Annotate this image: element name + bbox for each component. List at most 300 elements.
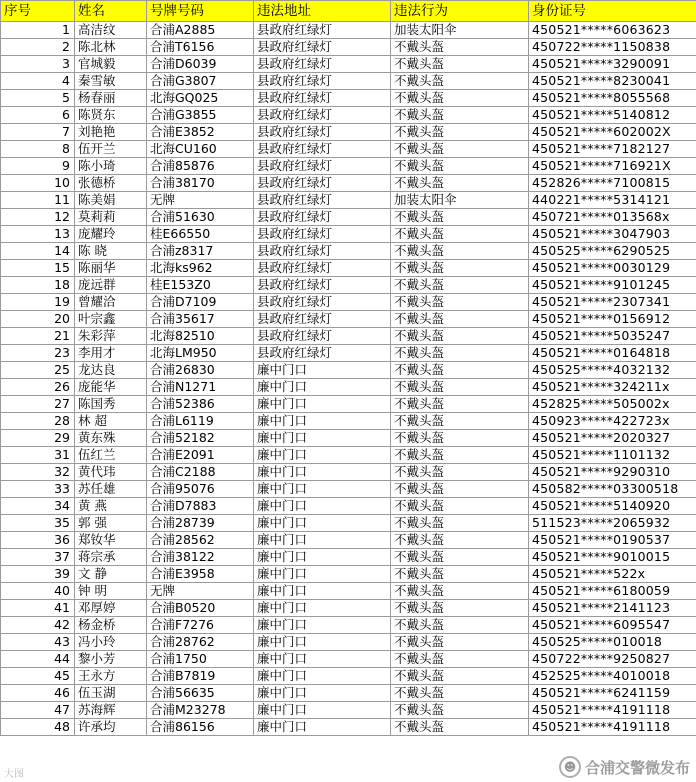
- cell-location[interactable]: 县政府红绿灯: [254, 90, 391, 107]
- cell-location[interactable]: 廉中门口: [254, 549, 391, 566]
- cell-id-number[interactable]: 450521*****2141123: [529, 600, 696, 617]
- cell-name[interactable]: 高洁纹: [75, 22, 147, 39]
- cell-seq[interactable]: 3: [1, 56, 75, 73]
- cell-location[interactable]: 县政府红绿灯: [254, 107, 391, 124]
- cell-location[interactable]: 廉中门口: [254, 634, 391, 651]
- cell-seq[interactable]: 10: [1, 175, 75, 192]
- cell-seq[interactable]: 48: [1, 719, 75, 736]
- cell-violation[interactable]: 不戴头盔: [391, 617, 529, 634]
- table-row: [1, 175, 696, 192]
- cell-location[interactable]: 廉中门口: [254, 464, 391, 481]
- cell-location[interactable]: 县政府红绿灯: [254, 328, 391, 345]
- cell-id-number[interactable]: 450521*****9290310: [529, 464, 696, 481]
- cell-name[interactable]: 陈北林: [75, 39, 147, 56]
- cell-seq[interactable]: 39: [1, 566, 75, 583]
- cell-seq[interactable]: 43: [1, 634, 75, 651]
- cell-violation[interactable]: 不戴头盔: [391, 719, 529, 736]
- cell-id-number[interactable]: 450521*****8230041: [529, 73, 696, 90]
- cell-id-number[interactable]: 450521*****602002X: [529, 124, 696, 141]
- cell-seq[interactable]: 6: [1, 107, 75, 124]
- cell-violation[interactable]: 不戴头盔: [391, 600, 529, 617]
- cell-plate[interactable]: 合浦28562: [147, 532, 254, 549]
- cell-plate[interactable]: 合浦D6039: [147, 56, 254, 73]
- cell-seq[interactable]: 35: [1, 515, 75, 532]
- cell-id-number[interactable]: 450582*****03300518: [529, 481, 696, 498]
- cell-name[interactable]: 陈 晓: [75, 243, 147, 260]
- cell-id-number[interactable]: 450521*****6063623: [529, 22, 696, 39]
- cell-id-number[interactable]: 452826*****7100815: [529, 175, 696, 192]
- cell-seq[interactable]: 34: [1, 498, 75, 515]
- table-body: [1, 22, 696, 736]
- cell-name[interactable]: 秦雪敏: [75, 73, 147, 90]
- cell-name[interactable]: 苏海辉: [75, 702, 147, 719]
- cell-name[interactable]: 陈贤东: [75, 107, 147, 124]
- cell-id-number[interactable]: 450721*****013568x: [529, 209, 696, 226]
- table-row: [1, 22, 696, 39]
- cell-plate[interactable]: 合浦M23278: [147, 702, 254, 719]
- cell-id-number[interactable]: 452525*****4010018: [529, 668, 696, 685]
- cell-name[interactable]: 蒋宗承: [75, 549, 147, 566]
- table-row: [1, 243, 696, 260]
- cell-location[interactable]: 县政府红绿灯: [254, 39, 391, 56]
- cell-id-number[interactable]: 450521*****0030129: [529, 260, 696, 277]
- cell-violation[interactable]: 不戴头盔: [391, 566, 529, 583]
- cell-violation[interactable]: 不戴头盔: [391, 651, 529, 668]
- cell-seq[interactable]: 9: [1, 158, 75, 175]
- cell-plate[interactable]: 合浦C2188: [147, 464, 254, 481]
- header-violation[interactable]: 违法行为: [391, 1, 529, 22]
- cell-location[interactable]: 县政府红绿灯: [254, 158, 391, 175]
- cell-plate[interactable]: 北海ks962: [147, 260, 254, 277]
- cell-id-number[interactable]: 450521*****0190537: [529, 532, 696, 549]
- cell-name[interactable]: 伍红兰: [75, 447, 147, 464]
- cell-location[interactable]: 廉中门口: [254, 600, 391, 617]
- cell-location[interactable]: 廉中门口: [254, 447, 391, 464]
- cell-location[interactable]: 县政府红绿灯: [254, 294, 391, 311]
- cell-violation[interactable]: 不戴头盔: [391, 328, 529, 345]
- table-row: [1, 90, 696, 107]
- cell-plate[interactable]: 合浦z8317: [147, 243, 254, 260]
- cell-id-number[interactable]: 450521*****5140920: [529, 498, 696, 515]
- cell-location[interactable]: 县政府红绿灯: [254, 277, 391, 294]
- cell-seq[interactable]: 47: [1, 702, 75, 719]
- cell-location[interactable]: 廉中门口: [254, 702, 391, 719]
- cell-plate[interactable]: 合浦E2091: [147, 447, 254, 464]
- cell-seq[interactable]: 8: [1, 141, 75, 158]
- cell-plate[interactable]: 合浦D7109: [147, 294, 254, 311]
- cell-id-number[interactable]: 450521*****4191118: [529, 702, 696, 719]
- cell-plate[interactable]: 合浦95076: [147, 481, 254, 498]
- cell-plate[interactable]: 合浦F7276: [147, 617, 254, 634]
- cell-seq[interactable]: 13: [1, 226, 75, 243]
- cell-location[interactable]: 廉中门口: [254, 515, 391, 532]
- cell-name[interactable]: 黎小芳: [75, 651, 147, 668]
- cell-violation[interactable]: 不戴头盔: [391, 243, 529, 260]
- cell-id-number[interactable]: 450521*****8055568: [529, 90, 696, 107]
- cell-name[interactable]: 陈美娟: [75, 192, 147, 209]
- table-row: [1, 56, 696, 73]
- cell-plate[interactable]: 合浦T6156: [147, 39, 254, 56]
- cell-name[interactable]: 朱彩萍: [75, 328, 147, 345]
- cell-plate[interactable]: 合浦52386: [147, 396, 254, 413]
- cell-violation[interactable]: 不戴头盔: [391, 56, 529, 73]
- cell-plate[interactable]: 合浦1750: [147, 651, 254, 668]
- cell-name[interactable]: 伍开兰: [75, 141, 147, 158]
- cell-id-number[interactable]: 450521*****3047903: [529, 226, 696, 243]
- cell-violation[interactable]: 不戴头盔: [391, 430, 529, 447]
- cell-violation[interactable]: 不戴头盔: [391, 668, 529, 685]
- cell-location[interactable]: 县政府红绿灯: [254, 311, 391, 328]
- table-row: [1, 345, 696, 362]
- cell-plate[interactable]: 无牌: [147, 583, 254, 600]
- cell-name[interactable]: 莫莉莉: [75, 209, 147, 226]
- cell-id-number[interactable]: 450521*****2307341: [529, 294, 696, 311]
- cell-location[interactable]: 廉中门口: [254, 362, 391, 379]
- cell-name[interactable]: 王永方: [75, 668, 147, 685]
- watermark-text: 合浦交警微发布: [584, 758, 690, 777]
- cell-location[interactable]: 廉中门口: [254, 566, 391, 583]
- table-row: [1, 362, 696, 379]
- cell-id-number[interactable]: 450521*****4191118: [529, 719, 696, 736]
- cell-plate[interactable]: 合浦E3958: [147, 566, 254, 583]
- cell-violation[interactable]: 不戴头盔: [391, 158, 529, 175]
- cell-location[interactable]: 县政府红绿灯: [254, 175, 391, 192]
- cell-violation[interactable]: 不戴头盔: [391, 515, 529, 532]
- cell-seq[interactable]: 46: [1, 685, 75, 702]
- cell-location[interactable]: 县政府红绿灯: [254, 22, 391, 39]
- cell-id-number[interactable]: 450521*****1101132: [529, 447, 696, 464]
- cell-name[interactable]: 林 超: [75, 413, 147, 430]
- cell-plate[interactable]: 合浦L6119: [147, 413, 254, 430]
- table-row: [1, 566, 696, 583]
- cell-violation[interactable]: 不戴头盔: [391, 311, 529, 328]
- table-row: [1, 668, 696, 685]
- cell-violation[interactable]: 不戴头盔: [391, 481, 529, 498]
- cell-id-number[interactable]: 450521*****522x: [529, 566, 696, 583]
- cell-location[interactable]: 廉中门口: [254, 651, 391, 668]
- cell-name[interactable]: 官城毅: [75, 56, 147, 73]
- table-row: [1, 39, 696, 56]
- cell-seq[interactable]: 26: [1, 379, 75, 396]
- cell-location[interactable]: 廉中门口: [254, 532, 391, 549]
- cell-name[interactable]: 黄代玮: [75, 464, 147, 481]
- cell-violation[interactable]: 不戴头盔: [391, 413, 529, 430]
- cell-seq[interactable]: 40: [1, 583, 75, 600]
- cell-id-number[interactable]: 450521*****0156912: [529, 311, 696, 328]
- cell-location[interactable]: 廉中门口: [254, 719, 391, 736]
- header-id-number[interactable]: 身份证号: [529, 1, 696, 22]
- cell-plate[interactable]: 合浦26830: [147, 362, 254, 379]
- cell-seq[interactable]: 42: [1, 617, 75, 634]
- table-row: [1, 192, 696, 209]
- cell-violation[interactable]: 不戴头盔: [391, 90, 529, 107]
- cell-location[interactable]: 县政府红绿灯: [254, 209, 391, 226]
- cell-violation[interactable]: 不戴头盔: [391, 498, 529, 515]
- cell-violation[interactable]: 不戴头盔: [391, 175, 529, 192]
- cell-plate[interactable]: 合浦E3852: [147, 124, 254, 141]
- table-row: [1, 481, 696, 498]
- cell-name[interactable]: 陈国秀: [75, 396, 147, 413]
- cell-location[interactable]: 县政府红绿灯: [254, 73, 391, 90]
- cell-location[interactable]: 县政府红绿灯: [254, 141, 391, 158]
- cell-seq[interactable]: 28: [1, 413, 75, 430]
- table-row: [1, 226, 696, 243]
- header-plate[interactable]: 号牌号码: [147, 1, 254, 22]
- cell-violation[interactable]: 不戴头盔: [391, 685, 529, 702]
- cell-plate[interactable]: 北海GQ025: [147, 90, 254, 107]
- cell-plate[interactable]: 合浦38170: [147, 175, 254, 192]
- cell-seq[interactable]: 5: [1, 90, 75, 107]
- cell-seq[interactable]: 1: [1, 22, 75, 39]
- cell-plate[interactable]: 合浦B7819: [147, 668, 254, 685]
- cell-violation[interactable]: 不戴头盔: [391, 124, 529, 141]
- table-row: [1, 107, 696, 124]
- cell-violation[interactable]: 不戴头盔: [391, 294, 529, 311]
- cell-violation[interactable]: 不戴头盔: [391, 396, 529, 413]
- cell-name[interactable]: 郑钕华: [75, 532, 147, 549]
- cell-plate[interactable]: 桂E66550: [147, 226, 254, 243]
- cell-name[interactable]: 伍玉湖: [75, 685, 147, 702]
- cell-plate[interactable]: 合浦86156: [147, 719, 254, 736]
- cell-seq[interactable]: 41: [1, 600, 75, 617]
- watermark: [559, 756, 690, 778]
- wechat-icon: ☻: [559, 756, 581, 778]
- cell-plate[interactable]: 合浦52182: [147, 430, 254, 447]
- cell-id-number[interactable]: 450521*****6241159: [529, 685, 696, 702]
- cell-location[interactable]: 县政府红绿灯: [254, 192, 391, 209]
- cell-seq[interactable]: 25: [1, 362, 75, 379]
- cell-violation[interactable]: 不戴头盔: [391, 73, 529, 90]
- cell-id-number[interactable]: 450521*****2020327: [529, 430, 696, 447]
- table-row: [1, 277, 696, 294]
- cell-seq[interactable]: 23: [1, 345, 75, 362]
- cell-plate[interactable]: 无牌: [147, 192, 254, 209]
- cell-violation[interactable]: 不戴头盔: [391, 209, 529, 226]
- cell-plate[interactable]: 合浦28739: [147, 515, 254, 532]
- cell-violation[interactable]: 不戴头盔: [391, 583, 529, 600]
- cell-plate[interactable]: 合浦D7883: [147, 498, 254, 515]
- cell-id-number[interactable]: 511523*****2065932: [529, 515, 696, 532]
- cell-id-number[interactable]: 450722*****9250827: [529, 651, 696, 668]
- cell-violation[interactable]: 不戴头盔: [391, 549, 529, 566]
- cell-location[interactable]: 县政府红绿灯: [254, 226, 391, 243]
- cell-name[interactable]: 庞耀玲: [75, 226, 147, 243]
- cell-plate[interactable]: 合浦38122: [147, 549, 254, 566]
- cell-name[interactable]: 曾耀洽: [75, 294, 147, 311]
- cell-id-number[interactable]: 450525*****010018: [529, 634, 696, 651]
- cell-id-number[interactable]: 450521*****6095547: [529, 617, 696, 634]
- header-row: [1, 1, 696, 22]
- cell-seq[interactable]: 2: [1, 39, 75, 56]
- cell-id-number[interactable]: 450521*****9010015: [529, 549, 696, 566]
- cell-id-number[interactable]: 450521*****7182127: [529, 141, 696, 158]
- cell-name[interactable]: 黄 燕: [75, 498, 147, 515]
- table-row: [1, 583, 696, 600]
- cell-id-number[interactable]: 450521*****6180059: [529, 583, 696, 600]
- cell-name[interactable]: 杨春丽: [75, 90, 147, 107]
- cell-location[interactable]: 县政府红绿灯: [254, 260, 391, 277]
- cell-location[interactable]: 廉中门口: [254, 583, 391, 600]
- table-row: [1, 617, 696, 634]
- table-row: [1, 413, 696, 430]
- cell-seq[interactable]: 31: [1, 447, 75, 464]
- cell-name[interactable]: 杨金桥: [75, 617, 147, 634]
- header-location[interactable]: 违法地址: [254, 1, 391, 22]
- cell-plate[interactable]: 桂E153Z0: [147, 277, 254, 294]
- cell-name[interactable]: 龙达良: [75, 362, 147, 379]
- cell-plate[interactable]: 合浦B0520: [147, 600, 254, 617]
- cell-location[interactable]: 廉中门口: [254, 396, 391, 413]
- cell-seq[interactable]: 19: [1, 294, 75, 311]
- cell-seq[interactable]: 44: [1, 651, 75, 668]
- cell-name[interactable]: 庞远群: [75, 277, 147, 294]
- corner-watermark: 大图: [4, 769, 24, 780]
- cell-plate[interactable]: 合浦G3855: [147, 107, 254, 124]
- table-row: [1, 158, 696, 175]
- cell-violation[interactable]: 不戴头盔: [391, 447, 529, 464]
- cell-seq[interactable]: 4: [1, 73, 75, 90]
- cell-name[interactable]: 刘艳艳: [75, 124, 147, 141]
- cell-violation[interactable]: 不戴头盔: [391, 532, 529, 549]
- cell-name[interactable]: 钟 明: [75, 583, 147, 600]
- cell-name[interactable]: 许承均: [75, 719, 147, 736]
- cell-name[interactable]: 文 静: [75, 566, 147, 583]
- cell-seq[interactable]: 11: [1, 192, 75, 209]
- cell-seq[interactable]: 12: [1, 209, 75, 226]
- table-row: [1, 396, 696, 413]
- table-row: [1, 600, 696, 617]
- cell-location[interactable]: 县政府红绿灯: [254, 56, 391, 73]
- cell-seq[interactable]: 18: [1, 277, 75, 294]
- cell-id-number[interactable]: 450521*****324211x: [529, 379, 696, 396]
- cell-name[interactable]: 陈丽华: [75, 260, 147, 277]
- table-row: [1, 447, 696, 464]
- cell-id-number[interactable]: 450525*****6290525: [529, 243, 696, 260]
- cell-plate[interactable]: 北海CU160: [147, 141, 254, 158]
- cell-name[interactable]: 庞能华: [75, 379, 147, 396]
- cell-plate[interactable]: 北海82510: [147, 328, 254, 345]
- cell-violation[interactable]: 不戴头盔: [391, 39, 529, 56]
- cell-location[interactable]: 廉中门口: [254, 685, 391, 702]
- cell-violation[interactable]: 不戴头盔: [391, 362, 529, 379]
- cell-id-number[interactable]: 450525*****4032132: [529, 362, 696, 379]
- cell-seq[interactable]: 32: [1, 464, 75, 481]
- cell-id-number[interactable]: 450923*****422723x: [529, 413, 696, 430]
- cell-id-number[interactable]: 450521*****5140812: [529, 107, 696, 124]
- cell-violation[interactable]: 不戴头盔: [391, 634, 529, 651]
- cell-seq[interactable]: 37: [1, 549, 75, 566]
- cell-name[interactable]: 张德桥: [75, 175, 147, 192]
- cell-location[interactable]: 廉中门口: [254, 430, 391, 447]
- cell-seq[interactable]: 21: [1, 328, 75, 345]
- cell-violation[interactable]: 加装太阳伞: [391, 192, 529, 209]
- cell-plate[interactable]: 合浦N1271: [147, 379, 254, 396]
- cell-violation[interactable]: 不戴头盔: [391, 277, 529, 294]
- cell-plate[interactable]: 合浦85876: [147, 158, 254, 175]
- table-row: [1, 464, 696, 481]
- cell-location[interactable]: 廉中门口: [254, 498, 391, 515]
- cell-seq[interactable]: 36: [1, 532, 75, 549]
- cell-id-number[interactable]: 450521*****716921X: [529, 158, 696, 175]
- cell-plate[interactable]: 合浦56635: [147, 685, 254, 702]
- cell-id-number[interactable]: 450722*****1150838: [529, 39, 696, 56]
- cell-violation[interactable]: 不戴头盔: [391, 226, 529, 243]
- cell-violation[interactable]: 不戴头盔: [391, 345, 529, 362]
- table-row: [1, 515, 696, 532]
- cell-name[interactable]: 陈小琦: [75, 158, 147, 175]
- table-row: [1, 311, 696, 328]
- table-row: [1, 328, 696, 345]
- cell-seq[interactable]: 29: [1, 430, 75, 447]
- cell-location[interactable]: 廉中门口: [254, 668, 391, 685]
- cell-seq[interactable]: 27: [1, 396, 75, 413]
- cell-violation[interactable]: 不戴头盔: [391, 464, 529, 481]
- table-row: [1, 719, 696, 736]
- header-name[interactable]: 姓名: [75, 1, 147, 22]
- cell-seq[interactable]: 15: [1, 260, 75, 277]
- cell-plate[interactable]: 北海LM950: [147, 345, 254, 362]
- table-row: [1, 498, 696, 515]
- cell-name[interactable]: 冯小玲: [75, 634, 147, 651]
- cell-location[interactable]: 廉中门口: [254, 379, 391, 396]
- table-row: [1, 141, 696, 158]
- cell-name[interactable]: 李用才: [75, 345, 147, 362]
- cell-id-number[interactable]: 450521*****9101245: [529, 277, 696, 294]
- cell-name[interactable]: 郭 强: [75, 515, 147, 532]
- cell-seq[interactable]: 33: [1, 481, 75, 498]
- cell-location[interactable]: 廉中门口: [254, 413, 391, 430]
- header-seq[interactable]: 序号: [1, 1, 75, 22]
- cell-seq[interactable]: 20: [1, 311, 75, 328]
- cell-id-number[interactable]: 440221*****5314121: [529, 192, 696, 209]
- cell-violation[interactable]: 不戴头盔: [391, 107, 529, 124]
- cell-location[interactable]: 廉中门口: [254, 481, 391, 498]
- cell-location[interactable]: 县政府红绿灯: [254, 345, 391, 362]
- cell-seq[interactable]: 14: [1, 243, 75, 260]
- cell-location[interactable]: 廉中门口: [254, 617, 391, 634]
- cell-id-number[interactable]: 450521*****5035247: [529, 328, 696, 345]
- cell-violation[interactable]: 不戴头盔: [391, 379, 529, 396]
- cell-plate[interactable]: 合浦G3807: [147, 73, 254, 90]
- cell-violation[interactable]: 不戴头盔: [391, 141, 529, 158]
- cell-id-number[interactable]: 450521*****0164818: [529, 345, 696, 362]
- table-row: [1, 430, 696, 447]
- cell-seq[interactable]: 45: [1, 668, 75, 685]
- cell-id-number[interactable]: 452825*****505002x: [529, 396, 696, 413]
- table-row: [1, 685, 696, 702]
- cell-id-number[interactable]: 450521*****3290091: [529, 56, 696, 73]
- cell-plate[interactable]: 合浦51630: [147, 209, 254, 226]
- table-row: [1, 260, 696, 277]
- cell-name[interactable]: 叶宗鑫: [75, 311, 147, 328]
- cell-name[interactable]: 黄东殊: [75, 430, 147, 447]
- cell-name[interactable]: 苏任雄: [75, 481, 147, 498]
- cell-name[interactable]: 邓厚婷: [75, 600, 147, 617]
- cell-location[interactable]: 县政府红绿灯: [254, 124, 391, 141]
- cell-violation[interactable]: 不戴头盔: [391, 702, 529, 719]
- cell-plate[interactable]: 合浦35617: [147, 311, 254, 328]
- table-row: [1, 379, 696, 396]
- cell-violation[interactable]: 不戴头盔: [391, 260, 529, 277]
- table-row: [1, 209, 696, 226]
- cell-seq[interactable]: 7: [1, 124, 75, 141]
- cell-violation[interactable]: 加装太阳伞: [391, 22, 529, 39]
- table-row: [1, 294, 696, 311]
- cell-location[interactable]: 县政府红绿灯: [254, 243, 391, 260]
- cell-plate[interactable]: 合浦28762: [147, 634, 254, 651]
- table-row: [1, 634, 696, 651]
- cell-plate[interactable]: 合浦A2885: [147, 22, 254, 39]
